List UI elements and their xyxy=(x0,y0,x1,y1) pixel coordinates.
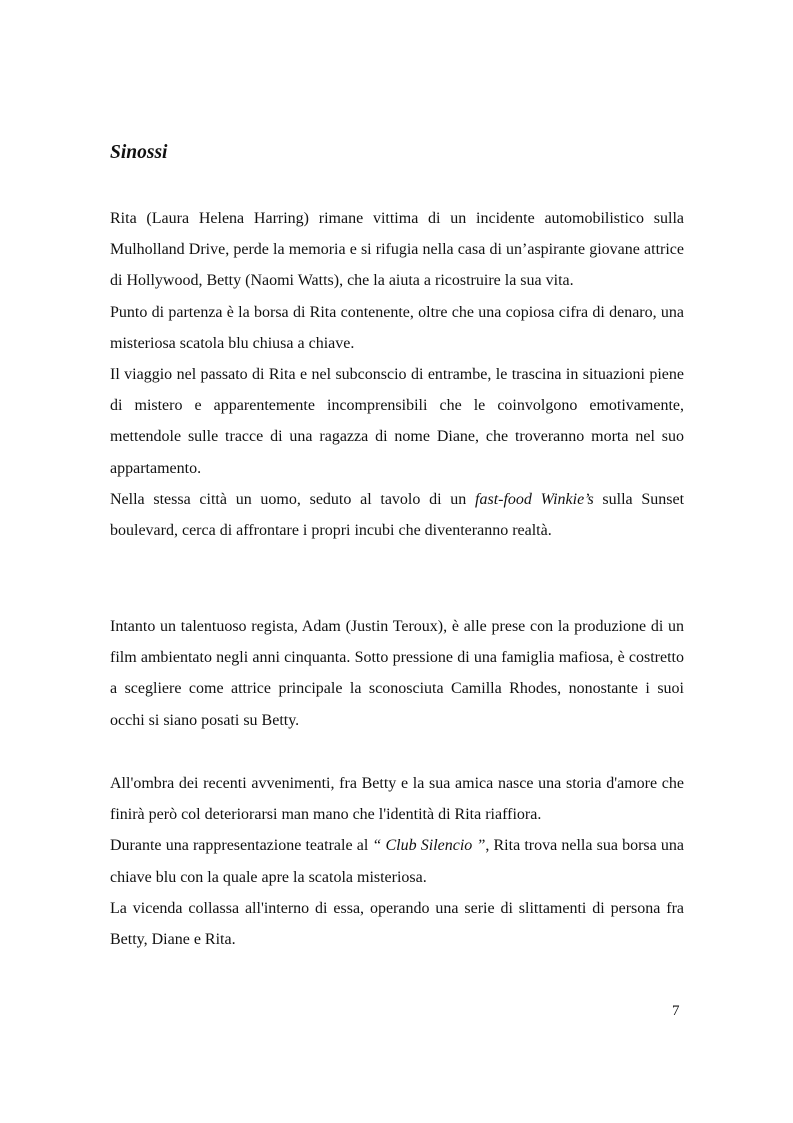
text-block-3 xyxy=(110,768,684,955)
text-block-2 xyxy=(110,611,684,736)
page-title: Sinossi xyxy=(110,142,168,163)
paragraph-2: Punto di partenza è la borsa di Rita contenente, oltre che una copiosa cifra di denaro, una misteriosa scatola blu chiusa a chiave. xyxy=(110,303,684,352)
paragraph-7-text-after: , Rita trova nella sua borsa una chiave blu con la quale apre la scatola misteriosa. xyxy=(110,837,684,886)
paragraph-4-text-after: sulla Sunset boulevard, cerca di affrontare i propri incubi che diventeranno realtà. xyxy=(110,490,685,540)
text-block-1 xyxy=(110,203,684,546)
paragraph-8: La vicenda collassa all'interno di essa, operando una serie di slittamenti di persona fra Betty, Diane e Rita. xyxy=(110,899,684,949)
page-number: 7 xyxy=(672,1003,680,1019)
paragraph-7-text-before: Durante una rappresentazione teatrale al xyxy=(110,837,373,855)
paragraph-5: Intanto un talentuoso regista, Adam (Justin Teroux), è alle prese con la produzione di un film ambientato negli anni cinquanta. Sotto pressione di una famiglia mafiosa, è costretto a scegliere come attrice principale la sconosciuta Camilla Rhodes, nonostante i suoi occhi si siano posati su Betty. xyxy=(110,618,684,729)
paragraph-6: All'ombra dei recenti avvenimenti, fra Betty e la sua amica nasce una storia d'amore che finirà però col deteriorarsi man mano che l'identità di Rita riaffiora. xyxy=(110,775,684,824)
paragraph-4-emphasis: fast-food Winkie’s xyxy=(475,490,594,508)
paragraph-4-text-before: Nella stessa città un uomo, seduto al tavolo di un xyxy=(110,490,476,508)
paragraph-4 xyxy=(110,484,684,546)
paragraph-7 xyxy=(110,830,684,892)
paragraph-7-emphasis: “ Club Silencio ” xyxy=(372,837,486,855)
paragraph-3: Il viaggio nel passato di Rita e nel subconscio di entrambe, le trascina in situazioni piene di mistero e apparentemente incomprensibili che le coinvolgono emotivamente, mettendole sulle tracce di una ragazza di nome Diane, che troveranno morta nel suo appartamento. xyxy=(110,366,684,477)
paragraph-1: Rita (Laura Helena Harring) rimane vittima di un incidente automobilistico sulla Mulholland Drive, perde la memoria e si rifugia nella casa di un’aspirante giovane attrice di Hollywood, Betty (Naomi Watts), che la aiuta a ricostruire la sua vita. xyxy=(110,210,684,290)
